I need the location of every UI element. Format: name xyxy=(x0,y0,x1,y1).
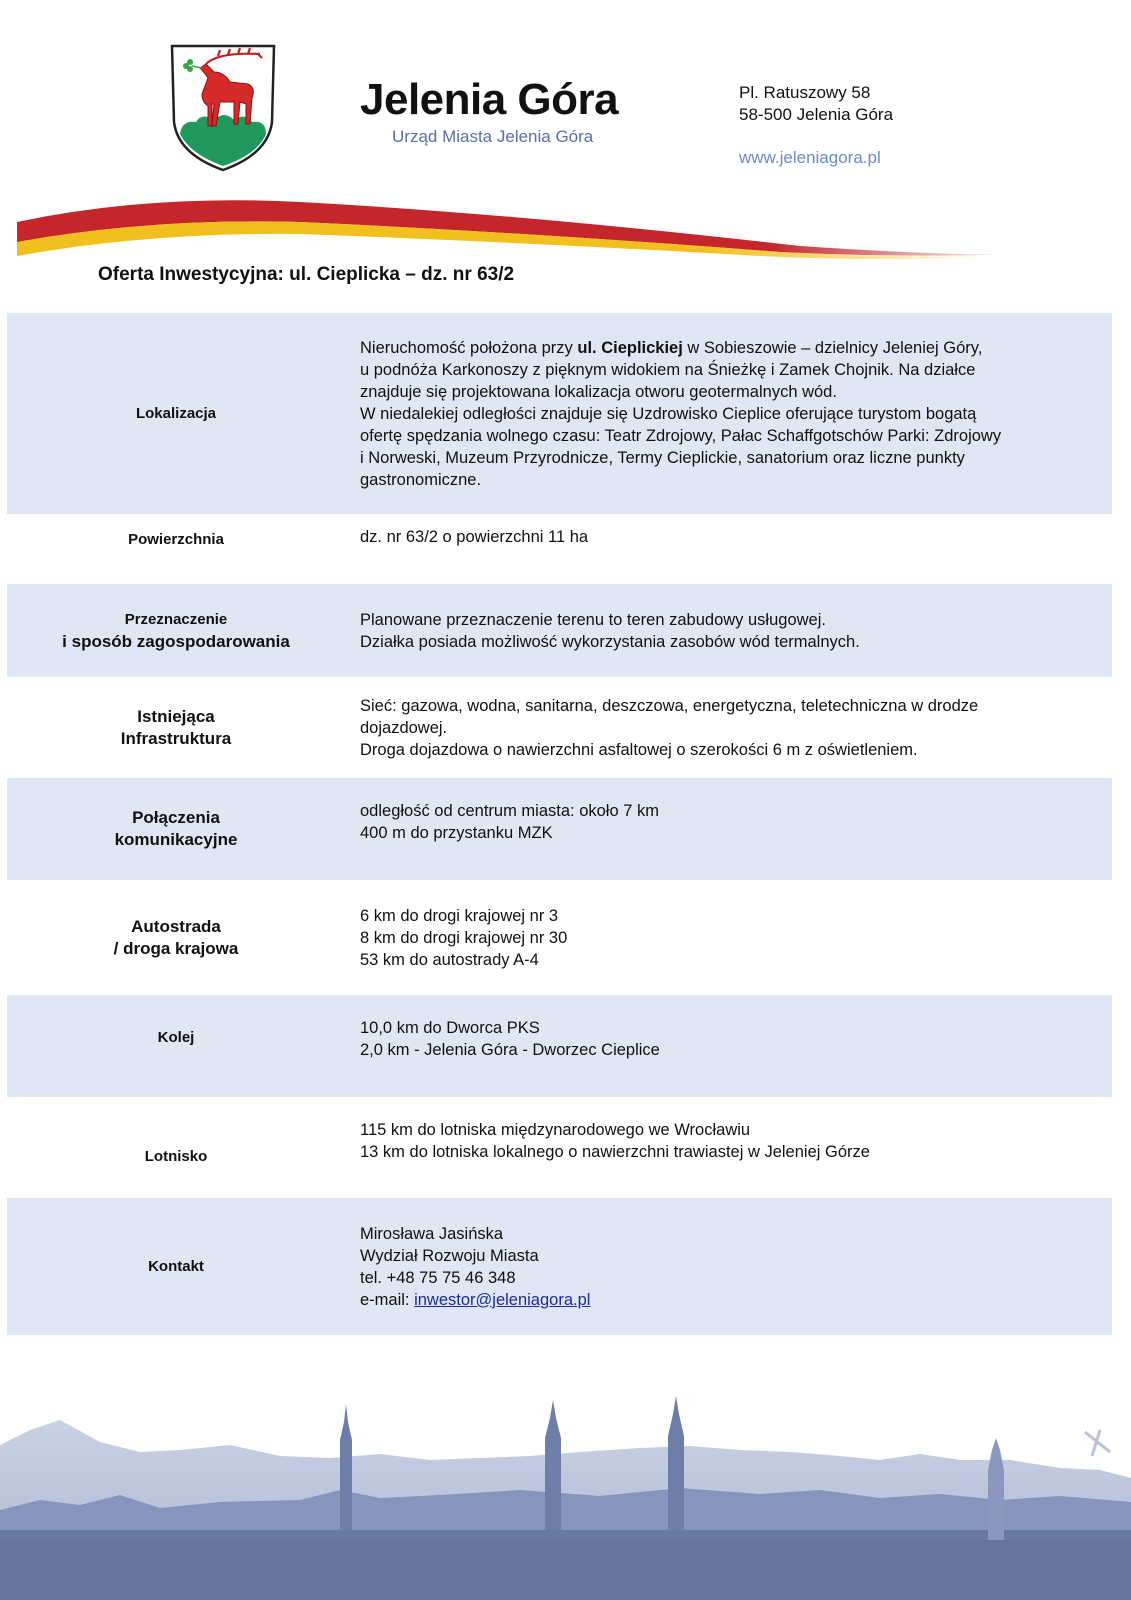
table-row-kolej xyxy=(7,995,1112,1097)
value-line: 115 km do lotniska międzynarodowego we Wrocławiu xyxy=(360,1121,751,1139)
investment-offer-table xyxy=(7,313,1112,1335)
value-line: 10,0 km do Dworca PKS xyxy=(360,1019,540,1037)
email-link[interactable]: inwestor@jeleniagora.pl xyxy=(414,1290,591,1309)
row-value xyxy=(345,1223,1112,1311)
row-label xyxy=(7,609,345,653)
coat-of-arms-icon xyxy=(168,42,278,174)
document-title: Oferta Inwestycyjna: ul. Cieplicka – dz. nr 63/2 xyxy=(98,264,515,285)
row-value xyxy=(345,526,1112,548)
address-block xyxy=(739,82,893,126)
label-line: / droga krajowa xyxy=(113,938,239,958)
email-label: e-mail: xyxy=(360,1290,415,1309)
contact-department: Wydział Rozwoju Miasta xyxy=(360,1246,539,1265)
office-name: Urząd Miasta Jelenia Góra xyxy=(392,127,594,146)
city-name: Jelenia Góra xyxy=(360,75,619,124)
label-line: Infrastruktura xyxy=(120,728,232,748)
value-line: ofertę spędzania wolnego czasu: Teatr Zdrojowy, Pałac Schaffgotschów Parki: Zdrojowy xyxy=(360,426,1002,445)
value-line: Droga dojazdowa o nawierzchni asfaltowej o szerokości 6 m z oświetleniem. xyxy=(360,740,918,759)
value-line: gastronomiczne. xyxy=(360,470,482,489)
label-line: Przeznaczenie xyxy=(124,610,228,628)
row-value xyxy=(345,800,1112,844)
value-line: dojazdowej. xyxy=(360,718,448,737)
row-value xyxy=(345,337,1112,491)
label-line: Połączenia xyxy=(132,808,220,827)
address-line-1: Pl. Ratuszowy 58 xyxy=(739,83,871,102)
row-label: Kontakt xyxy=(148,1257,204,1275)
label-line: i sposób zagospodarowania xyxy=(62,631,290,651)
value-line: dz. nr 63/2 o powierzchni 11 ha xyxy=(360,528,589,546)
value-line: u podnóża Karkonoszy z pięknym widokiem na Śnieżkę i Zamek Chojnik. Na działce xyxy=(360,360,976,379)
table-row-infrastruktura xyxy=(7,677,1112,778)
value-line: Działka posiada możliwość wykorzystania zasobów wód termalnych. xyxy=(360,632,860,651)
address-line-2: 58-500 Jelenia Góra xyxy=(739,105,894,124)
value-line: znajduje się projektowana lokalizacja otworu geotermalnych wód. xyxy=(360,382,837,401)
street-name: ul. Cieplickiej xyxy=(577,338,683,357)
row-label xyxy=(7,807,345,851)
value-line: odległość od centrum miasta: około 7 km xyxy=(360,802,659,820)
row-label: Kolej xyxy=(157,1029,195,1046)
value-line: 8 km do drogi krajowej nr 30 xyxy=(360,928,568,947)
value-text: Nieruchomość położona przy xyxy=(360,338,578,357)
label-line: Istniejąca xyxy=(137,706,215,726)
contact-phone: tel. +48 75 75 46 348 xyxy=(360,1268,516,1287)
value-line: Sieć: gazowa, wodna, sanitarna, deszczowa, energetyczna, teletechniczna w drodze xyxy=(360,696,979,715)
table-row-kontakt xyxy=(7,1198,1112,1335)
row-label xyxy=(7,706,345,750)
value-text: w Sobieszowie – dzielnicy Jeleniej Góry, xyxy=(682,338,983,357)
row-value xyxy=(345,609,1112,653)
value-line: W niedalekiej odległości znajduje się Uzdrowisko Cieplice oferujące turystom bogatą xyxy=(360,404,977,423)
value-line: Planowane przeznaczenie terenu to teren zabudowy usługowej. xyxy=(360,610,826,629)
row-label xyxy=(7,916,345,960)
value-line: 13 km do lotniska lokalnego o nawierzchni trawiastej w Jeleniej Górze xyxy=(360,1143,870,1161)
website-link[interactable]: www.jeleniagora.pl xyxy=(739,148,881,167)
value-line: i Norweski, Muzeum Przyrodnicze, Termy Cieplickie, sanatorium oraz liczne punkty xyxy=(360,448,965,467)
row-value xyxy=(345,1017,1112,1061)
contact-name: Mirosława Jasińska xyxy=(360,1224,504,1243)
row-value xyxy=(345,695,1112,761)
decorative-swoosh-icon xyxy=(0,190,1131,270)
city-skyline-icon xyxy=(0,1390,1131,1600)
table-row-lotnisko xyxy=(7,1097,1112,1198)
row-label: Lotnisko xyxy=(144,1148,208,1165)
label-line: Autostrada xyxy=(131,916,221,936)
row-value xyxy=(345,1119,1112,1163)
table-row-polaczenia xyxy=(7,778,1112,880)
table-row-powierzchnia xyxy=(7,514,1112,584)
value-line: 53 km do autostrady A-4 xyxy=(360,950,539,969)
row-label: Lokalizacja xyxy=(135,404,217,422)
value-line: 6 km do drogi krajowej nr 3 xyxy=(360,906,559,925)
label-line: komunikacyjne xyxy=(114,830,238,849)
value-line: 2,0 km - Jelenia Góra - Dworzec Cieplice xyxy=(360,1041,660,1059)
table-row-autostrada xyxy=(7,880,1112,995)
row-value xyxy=(345,905,1112,971)
table-row-przeznaczenie xyxy=(7,584,1112,677)
row-label: Powierzchnia xyxy=(128,531,224,548)
table-row-lokalizacja xyxy=(7,313,1112,514)
value-line: 400 m do przystanku MZK xyxy=(360,824,553,842)
